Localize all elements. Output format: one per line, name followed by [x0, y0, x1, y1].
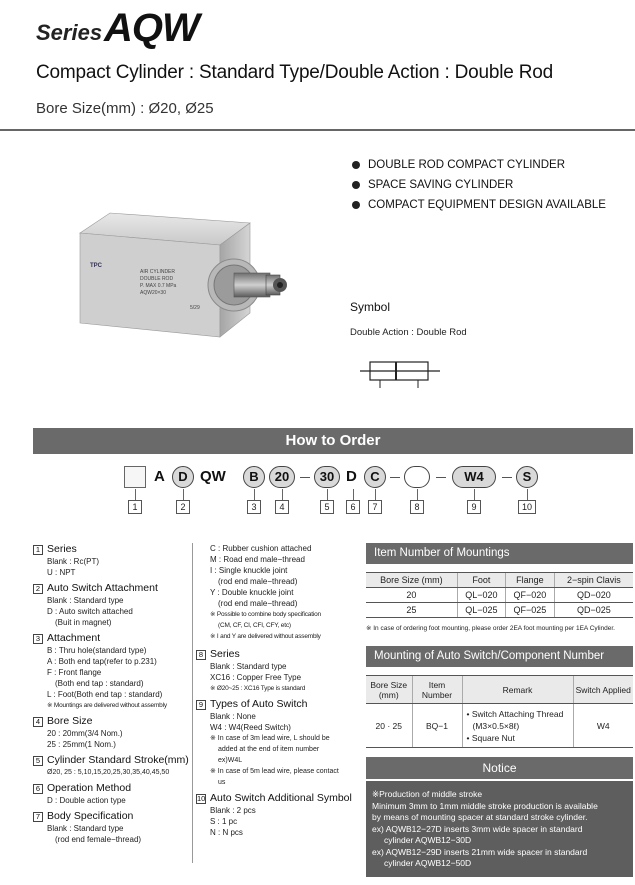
code-stroke-circle: 30: [314, 466, 340, 488]
code-number-8: 8: [410, 500, 424, 514]
column-divider: [192, 543, 193, 863]
code-leader: [254, 489, 255, 500]
cylinder-product-image: [70, 205, 300, 345]
product-label-line2: DOUBLE ROD: [140, 276, 174, 282]
code-number-10: 10: [518, 500, 536, 514]
code-number-5: 5: [320, 500, 334, 514]
series-label: Series: [36, 20, 103, 45]
legend-body-specification-cont: C : Rubber cushion attached M : Road end male−thread I : Single knuckle joint (rod end male−thread) Y : Double knuckle joint (rod end male−thread) ※ Possible to combine body specification (CM, CF, CI, CFI, CFY, etc) ※ I and Y are delivered without assembly: [210, 544, 321, 640]
code-C-circle: C: [364, 466, 386, 488]
product-label-line1: AIR CYLINDER: [140, 269, 176, 275]
page-title: Compact Cylinder : Standard Type/Double Action : Double Rod: [36, 62, 553, 83]
code-leader: [375, 489, 376, 500]
feature-item: DOUBLE ROD COMPACT CYLINDER: [352, 155, 632, 175]
code-dash: [300, 477, 310, 478]
switch-mounting-header: Mounting of Auto Switch/Component Number: [366, 646, 633, 667]
code-number-2: 2: [176, 500, 190, 514]
code-dash: [436, 477, 446, 478]
code-number-9: 9: [467, 500, 481, 514]
code-leader: [353, 489, 354, 500]
brand-logo: TPC: [90, 263, 102, 269]
product-label-line4: AQW20×30: [140, 290, 166, 296]
series-code: AQW: [104, 6, 199, 50]
mountings-table: [366, 572, 633, 618]
how-to-order-header: How to Order: [33, 428, 633, 454]
feature-list: [352, 155, 632, 215]
code-series-box: [124, 466, 146, 488]
code-leader: [474, 489, 475, 500]
legend-body-specification: 7 Body Specification Blank : Standard type (rod end female−thread): [33, 810, 193, 845]
legend-auto-switch-additional: 10 Auto Switch Additional Symbol Blank : 2 pcs S : 1 pc N : N pcs: [197, 792, 352, 837]
code-D-circle: D: [172, 466, 194, 488]
legend-series: 1 Series Blank : Rc(PT) U : NPT: [33, 543, 193, 578]
code-leader: [527, 489, 528, 500]
legend-series-type: 8 Series Blank : Standard type XC16 : Copper Free Type ※ Ø20~25 : XC16 Type is standard: [196, 648, 356, 694]
code-number-7: 7: [368, 500, 382, 514]
legend-stroke: 5 Cylinder Standard Stroke(mm) Ø20, 25 : 5,10,15,20,25,30,35,40,45,50: [33, 754, 193, 778]
legend-column-2: [196, 543, 356, 842]
table-row: 20 · 25 BQ−1 • Switch Attaching Thread (M3×0.5×8ℓ) • Square Nut W4: [366, 704, 633, 748]
code-leader: [417, 489, 418, 500]
code-bore-circle: 20: [269, 466, 295, 488]
code-dash: [390, 477, 400, 478]
legend-auto-switch-types: 9 Types of Auto Switch Blank : None W4 : W4(Reed Switch) ※ In case of 3m lead wire, L should be added at the end of item number ex)W4L ※ In case of 5m lead wire, please contact us: [196, 698, 356, 788]
switch-mounting-table: [366, 675, 633, 748]
legend-column-1: [33, 543, 193, 849]
code-B-circle: B: [243, 466, 265, 488]
notice-box: ※Production of middle stroke Minimum 3mm to 1mm middle stroke production is available by means of mounting spacer at standard stroke cylinder. ex) AQWB12−27D inserts 3mm wide spacer in standard cylinder AQWB12−30D ex) AQWB12−29D inserts 21mm wide spacer in standard cylinder AQWB12−50D: [366, 781, 633, 877]
order-code: [118, 466, 558, 526]
feature-item: COMPACT EQUIPMENT DESIGN AVAILABLE: [352, 195, 632, 215]
table-row: 25 QL−025 QF−025 QD−025: [366, 603, 633, 618]
code-switch-circle: W4: [452, 466, 496, 488]
code-series-circle: [404, 466, 430, 488]
code-D2: D: [346, 468, 357, 485]
code-leader: [327, 489, 328, 500]
code-dash: [502, 477, 512, 478]
bullet-icon: [352, 161, 360, 169]
bullet-icon: [352, 201, 360, 209]
mountings-note: ※ In case of ordering foot mounting, please order 2EA foot mounting per 1EA Cylinder.: [366, 625, 615, 632]
legend-bore-size: 4 Bore Size 20 : 20mm(3/4 Nom.) 25 : 25mm(1 Nom.): [33, 715, 193, 750]
header-divider: [0, 129, 635, 131]
double-rod-cylinder-symbol-icon: [360, 352, 440, 396]
code-number-1: 1: [128, 500, 142, 514]
code-leader: [183, 489, 184, 500]
bore-size: Bore Size(mm) : Ø20, Ø25: [36, 100, 214, 117]
table-header-row: Bore Size (mm) Foot Flange 2−spin Clavis: [366, 573, 633, 588]
product-label-line3: P. MAX 0.7 MPa: [140, 283, 177, 289]
table-header-row: Bore Size (mm) Item Number Remark Switch Applied: [366, 676, 633, 704]
table-row: 20 QL−020 QF−020 QD−020: [366, 588, 633, 603]
bullet-icon: [352, 181, 360, 189]
legend-auto-switch-attachment: 2 Auto Switch Attachment Blank : Standard type D : Auto switch attached (Buit in magnet): [33, 582, 193, 628]
code-number-3: 3: [247, 500, 261, 514]
code-leader: [135, 489, 136, 500]
symbol-title: Symbol: [350, 300, 391, 314]
product-label-line5: 5/29: [190, 305, 200, 311]
code-leader: [282, 489, 283, 500]
notice-header: Notice: [366, 757, 633, 779]
code-QW: QW: [200, 468, 226, 485]
code-S-circle: S: [516, 466, 538, 488]
legend-operation-method: 6 Operation Method D : Double action type: [33, 782, 193, 806]
code-number-6: 6: [346, 500, 360, 514]
symbol-subtitle: Double Action : Double Rod: [350, 327, 467, 338]
code-number-4: 4: [275, 500, 289, 514]
mountings-header: Item Number of Mountings: [366, 543, 633, 564]
feature-item: SPACE SAVING CYLINDER: [352, 175, 632, 195]
legend-attachment: 3 Attachment B : Thru hole(standard type) A : Both end tap(refer to p.231) F : Front flange (Both end tap : standard) L : Foot(Both end tap : standard) ※ Mountings are delivered without assembly: [33, 632, 193, 711]
code-A: A: [154, 468, 165, 485]
